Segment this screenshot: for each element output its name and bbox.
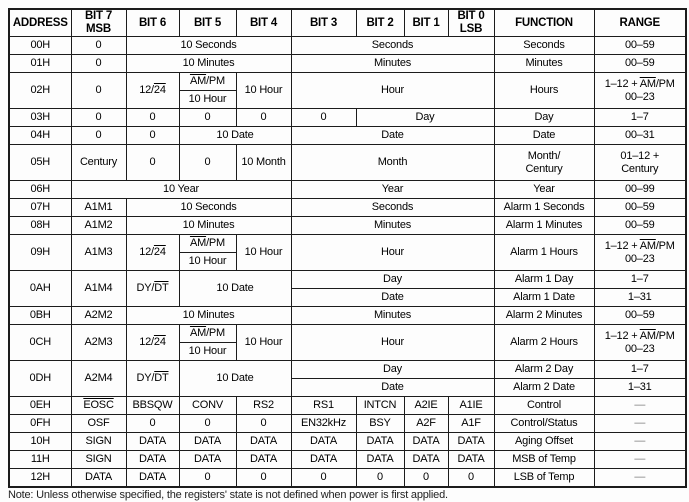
register-cell: A1IE — [448, 397, 494, 415]
register-cell: 10 Minutes — [126, 307, 291, 325]
register-cell: DATA — [448, 451, 494, 469]
register-cell: 0 — [236, 415, 291, 433]
register-cell: 1–7 — [594, 109, 686, 127]
register-cell: A1M4 — [71, 271, 126, 307]
register-cell: 10 Hour — [179, 91, 236, 109]
register-cell: 12/24 — [126, 235, 179, 271]
register-cell: 09H — [9, 235, 71, 271]
register-cell: 00–59 — [594, 37, 686, 55]
register-cell: 0 — [448, 469, 494, 487]
register-cell: DATA — [126, 469, 179, 487]
register-cell: 1–7 — [594, 271, 686, 289]
register-cell: 01–12 + Century — [594, 145, 686, 181]
table-row — [9, 199, 686, 217]
register-cell: SIGN — [71, 433, 126, 451]
register-cell: DATA — [236, 433, 291, 451]
register-cell: 0BH — [9, 307, 71, 325]
register-cell: DATA — [179, 451, 236, 469]
register-cell: Minutes — [291, 55, 494, 73]
register-cell: 1–31 — [594, 379, 686, 397]
register-cell: 10 Year — [71, 181, 291, 199]
register-cell: Alarm 1 Minutes — [494, 217, 594, 235]
header-cell: BIT 7 MSB — [71, 9, 126, 37]
table-row — [9, 55, 686, 73]
register-cell: 12H — [9, 469, 71, 487]
register-cell: Date — [494, 127, 594, 145]
table-row — [9, 307, 686, 325]
register-cell: BBSQW — [126, 397, 179, 415]
header-cell: BIT 3 — [291, 9, 356, 37]
register-cell: 0 — [71, 73, 126, 109]
header-cell: RANGE — [594, 9, 686, 37]
header-row — [9, 9, 686, 37]
register-cell: Seconds — [291, 199, 494, 217]
register-cell: DATA — [404, 451, 448, 469]
register-cell: DATA — [356, 451, 404, 469]
register-cell: Month — [291, 145, 494, 181]
register-cell: 0 — [71, 109, 126, 127]
register-cell: A1F — [448, 415, 494, 433]
register-cell: DATA — [236, 451, 291, 469]
register-cell: 0 — [179, 109, 236, 127]
register-cell: 10 Seconds — [126, 199, 291, 217]
register-cell: Hour — [291, 235, 494, 271]
register-cell: 0AH — [9, 271, 71, 307]
register-cell: DATA — [126, 433, 179, 451]
register-cell: EN32kHz — [291, 415, 356, 433]
register-cell: $DY/\overline{DT}$ — [126, 361, 179, 397]
register-cell: Date — [291, 289, 494, 307]
register-cell: 02H — [9, 73, 71, 109]
register-cell: Alarm 1 Day — [494, 271, 594, 289]
register-cell: DATA — [356, 433, 404, 451]
register-cell: 1–31 — [594, 289, 686, 307]
register-cell: Year — [291, 181, 494, 199]
register-cell: 00–59 — [594, 55, 686, 73]
table-row — [9, 181, 686, 199]
table-row — [9, 325, 686, 343]
register-cell: 0EH — [9, 397, 71, 415]
register-cell: 0 — [236, 469, 291, 487]
register-cell: 10 Seconds — [126, 37, 291, 55]
register-cell: 0FH — [9, 415, 71, 433]
register-cell: Hour — [291, 325, 494, 361]
register-cell: A2F — [404, 415, 448, 433]
register-cell: MSB of Temp — [494, 451, 594, 469]
table-row — [9, 109, 686, 127]
register-cell: 0 — [236, 109, 291, 127]
register-cell: — — [594, 397, 686, 415]
register-cell: 0 — [71, 55, 126, 73]
header-cell: FUNCTION — [494, 9, 594, 37]
register-cell: 08H — [9, 217, 71, 235]
table-row — [9, 361, 686, 379]
register-cell: 07H — [9, 199, 71, 217]
register-cell: A1M3 — [71, 235, 126, 271]
register-cell: 05H — [9, 145, 71, 181]
register-cell: 04H — [9, 127, 71, 145]
register-cell: Alarm 1 Date — [494, 289, 594, 307]
register-cell: 00H — [9, 37, 71, 55]
register-cell: Month/ Century — [494, 145, 594, 181]
register-cell: A1M1 — [71, 199, 126, 217]
header-cell: BIT 4 — [236, 9, 291, 37]
table-row — [9, 433, 686, 451]
register-cell: 10 Hour — [236, 73, 291, 109]
footnote: Note: Unless otherwise specified, the registers' state is not defined when power is first applied. — [8, 488, 448, 501]
register-cell: Minutes — [291, 217, 494, 235]
register-cell: $\overline{AM}/PM$ — [179, 235, 236, 253]
register-cell: DATA — [179, 433, 236, 451]
register-cell: Century — [71, 145, 126, 181]
register-cell: Control — [494, 397, 594, 415]
register-cell: Seconds — [291, 37, 494, 55]
table-row — [9, 217, 686, 235]
register-cell: Hour — [291, 73, 494, 109]
register-cell: OSF — [71, 415, 126, 433]
register-cell: Alarm 1 Hours — [494, 235, 594, 271]
register-cell: 0 — [71, 37, 126, 55]
register-cell: 10H — [9, 433, 71, 451]
register-cell: Alarm 1 Seconds — [494, 199, 594, 217]
table-row — [9, 145, 686, 181]
register-cell: INTCN — [356, 397, 404, 415]
register-cell: Alarm 2 Day — [494, 361, 594, 379]
register-cell: 06H — [9, 181, 71, 199]
table-row — [9, 73, 686, 91]
register-cell: CONV — [179, 397, 236, 415]
register-cell: $1-12 + \overline{AM}/PM$ 00–23 — [594, 325, 686, 361]
register-cell: 0DH — [9, 361, 71, 397]
register-cell: DATA — [291, 433, 356, 451]
register-cell: EOSC — [71, 397, 126, 415]
register-cell: DATA — [71, 469, 126, 487]
register-cell: Alarm 2 Minutes — [494, 307, 594, 325]
register-cell: Hours — [494, 73, 594, 109]
header-cell: BIT 1 — [404, 9, 448, 37]
register-cell: 00–59 — [594, 199, 686, 217]
register-cell: 0CH — [9, 325, 71, 361]
register-cell: — — [594, 469, 686, 487]
register-cell: 00–99 — [594, 181, 686, 199]
register-cell: 0 — [291, 469, 356, 487]
register-cell: RS1 — [291, 397, 356, 415]
register-cell: Minutes — [291, 307, 494, 325]
datasheet-page — [8, 8, 685, 502]
table-row — [9, 37, 686, 55]
register-cell: 10 Hour — [179, 253, 236, 271]
register-cell: — — [594, 451, 686, 469]
header-cell: BIT 0 LSB — [448, 9, 494, 37]
register-cell: LSB of Temp — [494, 469, 594, 487]
register-cell: Aging Offset — [494, 433, 594, 451]
register-cell: 10 Date — [179, 127, 291, 145]
register-cell: DATA — [291, 451, 356, 469]
register-cell: 0 — [179, 469, 236, 487]
register-cell: 0 — [126, 109, 179, 127]
register-cell: Alarm 2 Hours — [494, 325, 594, 361]
register-cell: BSY — [356, 415, 404, 433]
register-cell: 0 — [179, 145, 236, 181]
register-cell: 0 — [356, 469, 404, 487]
register-cell: 00–59 — [594, 217, 686, 235]
register-cell: A2M2 — [71, 307, 126, 325]
register-cell: 0 — [404, 469, 448, 487]
register-cell: A2M4 — [71, 361, 126, 397]
header-cell: ADDRESS — [9, 9, 71, 37]
register-cell: A2IE — [404, 397, 448, 415]
header-cell: BIT 5 — [179, 9, 236, 37]
register-cell: 10 Hour — [236, 325, 291, 361]
register-cell: — — [594, 433, 686, 451]
register-cell: 10 Date — [179, 361, 291, 397]
register-cell: 10 Date — [179, 271, 291, 307]
register-cell: Minutes — [494, 55, 594, 73]
register-cell: 10 Minutes — [126, 55, 291, 73]
register-cell: 00–59 — [594, 307, 686, 325]
table-row — [9, 271, 686, 289]
register-cell: Day — [291, 361, 494, 379]
register-cell: A2M3 — [71, 325, 126, 361]
table-row — [9, 415, 686, 433]
register-cell: 11H — [9, 451, 71, 469]
register-cell: $1-12 + \overline{AM}/PM$ 00–23 — [594, 235, 686, 271]
register-cell: Year — [494, 181, 594, 199]
register-cell: 0 — [179, 415, 236, 433]
register-cell: Day — [356, 109, 494, 127]
register-cell: 10 Minutes — [126, 217, 291, 235]
register-cell: $\overline{AM}/PM$ — [179, 73, 236, 91]
register-cell: A1M2 — [71, 217, 126, 235]
register-cell: DATA — [448, 433, 494, 451]
register-cell: DATA — [404, 433, 448, 451]
register-cell: RS2 — [236, 397, 291, 415]
register-cell: 0 — [126, 127, 179, 145]
register-cell: 00–31 — [594, 127, 686, 145]
register-cell: 12/24 — [126, 73, 179, 109]
register-cell: 10 Hour — [236, 235, 291, 271]
register-cell: 12/24 — [126, 325, 179, 361]
register-cell: 03H — [9, 109, 71, 127]
register-cell: 10 Month — [236, 145, 291, 181]
register-cell: 0 — [71, 127, 126, 145]
table-row — [9, 127, 686, 145]
header-cell: BIT 2 — [356, 9, 404, 37]
register-cell: Alarm 2 Date — [494, 379, 594, 397]
table-row — [9, 469, 686, 487]
table-row — [9, 397, 686, 415]
table-row — [9, 235, 686, 253]
register-cell: Day — [291, 271, 494, 289]
register-cell: Date — [291, 379, 494, 397]
register-cell: 1–7 — [594, 361, 686, 379]
register-cell: 0 — [126, 145, 179, 181]
register-cell: DATA — [126, 451, 179, 469]
register-cell: $1-12 + \overline{AM}/PM$ 00–23 — [594, 73, 686, 109]
register-cell: — — [594, 415, 686, 433]
register-cell: 01H — [9, 55, 71, 73]
register-cell: Seconds — [494, 37, 594, 55]
register-cell: 10 Hour — [179, 343, 236, 361]
register-table — [8, 8, 687, 488]
register-cell: Control/Status — [494, 415, 594, 433]
table-row — [9, 451, 686, 469]
register-cell: $DY/\overline{DT}$ — [126, 271, 179, 307]
register-cell: 0 — [291, 109, 356, 127]
register-cell: Date — [291, 127, 494, 145]
register-cell: Day — [494, 109, 594, 127]
register-cell: $\overline{AM}/PM$ — [179, 325, 236, 343]
register-cell: 0 — [126, 415, 179, 433]
register-cell: SIGN — [71, 451, 126, 469]
header-cell: BIT 6 — [126, 9, 179, 37]
